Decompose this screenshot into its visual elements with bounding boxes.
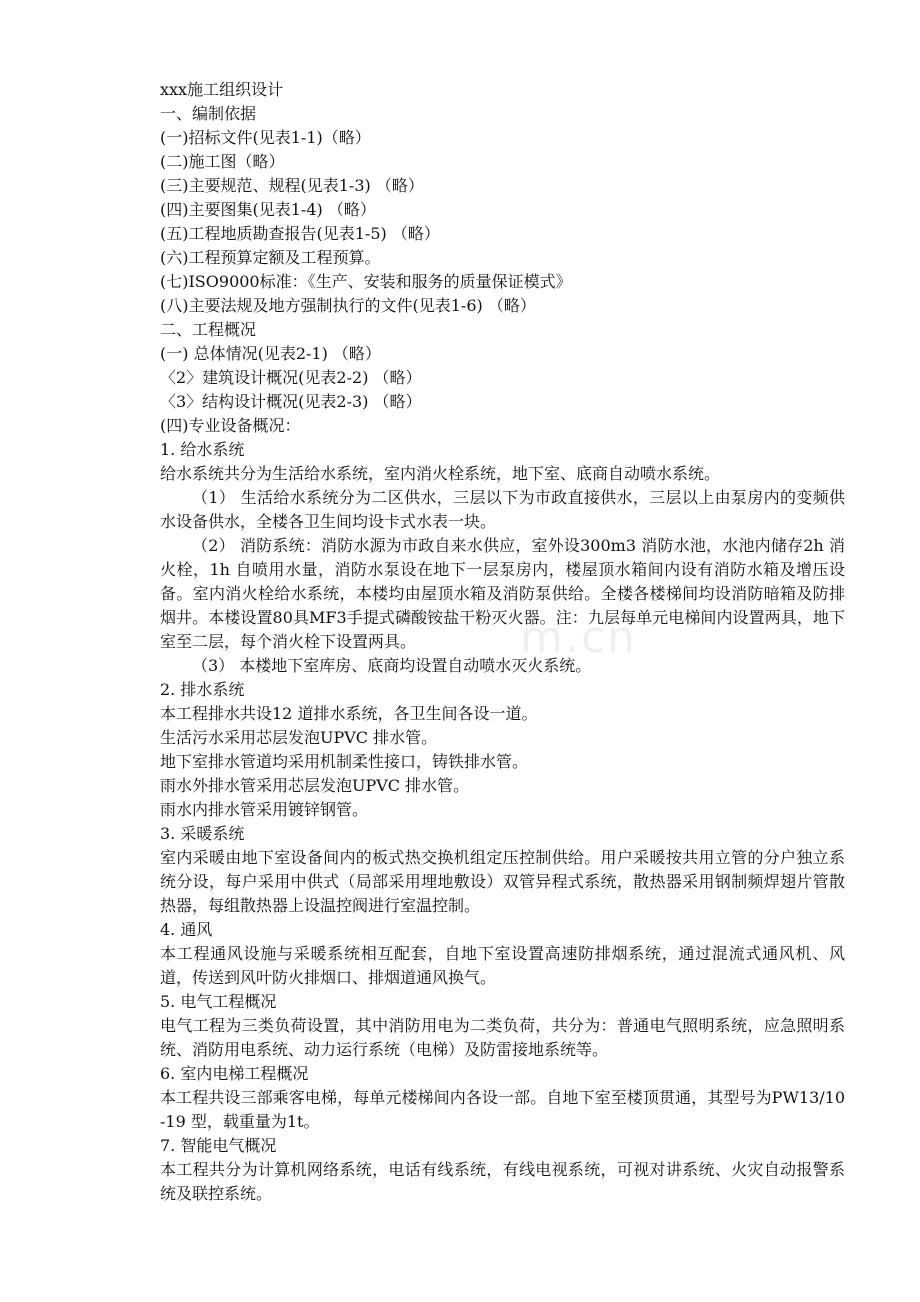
paragraph-heating: 室内采暖由地下室设备间内的板式热交换机组定压控制供给。用户采暖按共用立管的分户独立系统分设，每户采用中供式（局部采用埋地敷设）双管异程式系统，散热器采用钢制频焊翅片管散热器，每组散热器上设温控阀进行室温控制。 — [160, 848, 845, 915]
paragraph-water-summary: 给水系统共分为生活给水系统，室内消火栓系统，地下室、底商自动喷水系统。 — [160, 464, 721, 483]
section-heading-basis: 一、编制依据 — [160, 104, 257, 123]
subsection-heading-ventilation: 4. 通风 — [160, 920, 213, 939]
overview-item: 〈3〉结构设计概况(见表2-3) （略） — [160, 392, 422, 411]
basis-item: (二)施工图（略） — [160, 152, 285, 171]
subsection-heading-drainage: 2. 排水系统 — [160, 680, 245, 699]
basis-item: (五)工程地质勘查报告(见表1-5) （略） — [160, 224, 440, 243]
basis-item: (四)主要图集(见表1-4) （略） — [160, 200, 376, 219]
overview-item: (四)专业设备概况： — [160, 416, 301, 435]
subsection-heading-electrical: 5. 电气工程概况 — [160, 992, 277, 1011]
drainage-line: 本工程排水共设12 道排水系统，各卫生间各设一道。 — [160, 704, 538, 723]
drainage-line: 生活污水采用芯层发泡UPVC 排水管。 — [160, 728, 438, 747]
basis-item: (七)ISO9000标准：《生产、安装和服务的质量保证模式》 — [160, 272, 572, 291]
paragraph-elevator: 本工程共设三部乘客电梯，每单元楼梯间内各设一部。自地下室至楼顶贯通，其型号为PW13/10-19 型，载重量为1t。 — [160, 1088, 845, 1131]
drainage-line: 地下室排水管道均采用机制柔性接口，铸铁排水管。 — [160, 752, 529, 771]
paragraph-ventilation: 本工程通风设施与采暖系统相互配套，自地下室设置高速防排烟系统，通过混流式通风机、风道，传送到风叶防火排烟口、排烟道通风换气。 — [160, 944, 845, 987]
drainage-line: 雨水外排水管采用芯层发泡UPVC 排水管。 — [160, 776, 470, 795]
subsection-heading-water: 1. 给水系统 — [160, 440, 245, 459]
paragraph-fire-system: （2） 消防系统：消防水源为市政自来水供应，室外设300m3 消防水池，水池内储存2h 消火栓，1h 自喷用水量，消防水泵设在地下一层泵房内，楼屋顶水箱间内设有消防水箱及增压设备。室内消火栓给水系统，本楼均由屋顶水箱及消防泵供给。全楼各楼梯间均设消防暗箱及防排烟井。本楼设置80具MF3手提式磷酸铵盐干粉灭火器。注：九层每单元电梯间内设置两具，地下室至二层，每个消火栓下设置两具。 — [160, 536, 845, 651]
paragraph-sprinkler: （3） 本楼地下室库房、底商均设置自动喷水灭火系统。 — [192, 656, 592, 675]
paragraph-domestic-water: （1） 生活给水系统分为二区供水，三层以下为市政直接供水，三层以上由泵房内的变频供水设备供水，全楼各卫生间均设卡式水表一块。 — [160, 488, 845, 531]
basis-item: (三)主要规范、规程(见表1-3) （略） — [160, 176, 424, 195]
overview-item: (一) 总体情况(见表2-1) （略） — [160, 344, 381, 363]
overview-item: 〈2〉建筑设计概况(见表2-2) （略） — [160, 368, 422, 387]
subsection-heading-smart-electrical: 7. 智能电气概况 — [160, 1136, 277, 1155]
watermark: m.cn — [520, 612, 637, 663]
basis-item: (一)招标文件(见表1-1)（略） — [160, 128, 371, 147]
subsection-heading-elevator: 6. 室内电梯工程概况 — [160, 1064, 309, 1083]
basis-item: (八)主要法规及地方强制执行的文件(见表1-6) （略） — [160, 296, 536, 315]
document-body — [160, 78, 845, 1206]
paragraph-electrical: 电气工程为三类负荷设置，其中消防用电为二类负荷，共分为：普通电气照明系统，应急照明系统、消防用电系统、动力运行系统（电梯）及防雷接地系统等。 — [160, 1016, 845, 1059]
document-title: xxx施工组织设计 — [160, 80, 284, 99]
subsection-heading-heating: 3. 采暖系统 — [160, 824, 245, 843]
paragraph-smart-electrical: 本工程共分为计算机网络系统，电话有线系统，有线电视系统，可视对讲系统、火灾自动报警系统及联控系统。 — [160, 1160, 845, 1203]
section-heading-overview: 二、工程概况 — [160, 320, 257, 339]
basis-item: (六)工程预算定额及工程预算。 — [160, 248, 381, 267]
drainage-line: 雨水内排水管采用镀锌钢管。 — [160, 800, 369, 819]
